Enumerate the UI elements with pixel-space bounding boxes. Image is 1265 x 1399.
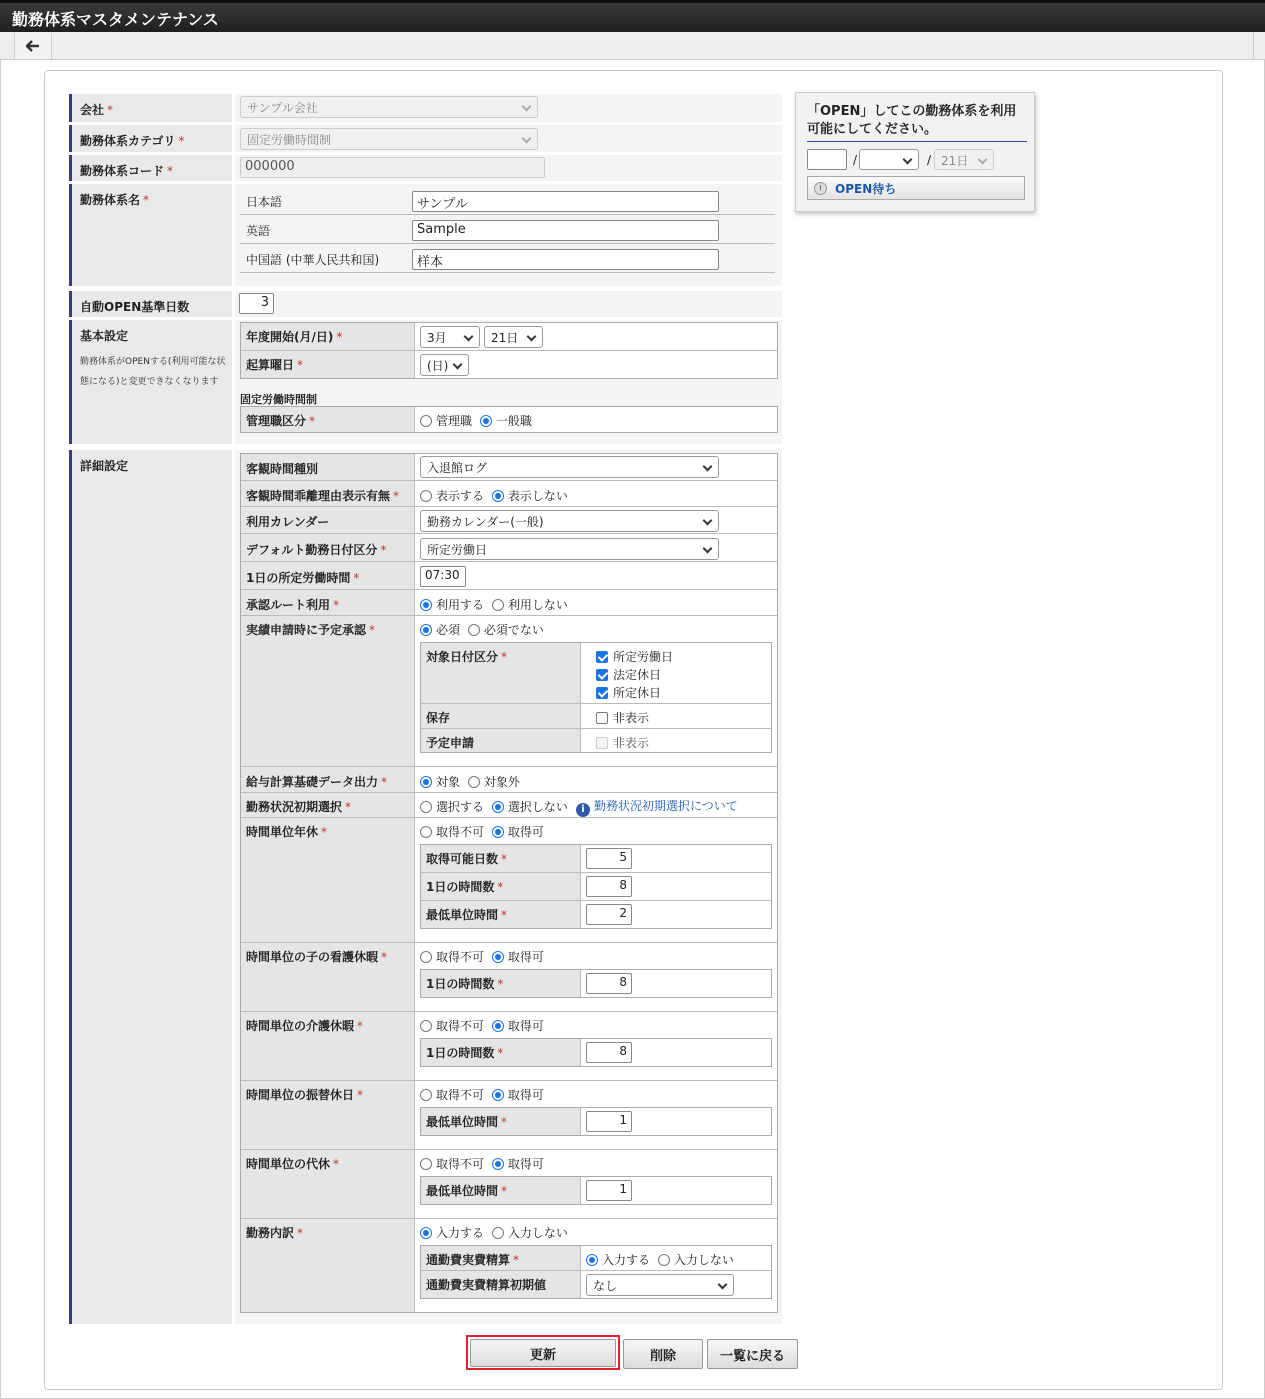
substitute-min-label: 最低単位時間 * [421,1108,581,1135]
nursing-hours-label: 1日の時間数 * [421,1039,581,1066]
calendar-select[interactable]: 勤務カレンダー(一般) [420,510,719,532]
deviation-show-label: 表示する [436,489,485,503]
min-unit-label: 最低単位時間 * [421,901,581,928]
name-zh-label: 中国語 (中華人民共和国) [246,253,380,267]
substitute-min-input[interactable]: 1 [586,1111,632,1132]
divider [240,243,775,244]
hourly-leave-radio-yes[interactable] [492,826,504,838]
manager-option2-label: 一般職 [495,414,532,428]
divider [240,214,775,215]
checkbox-icon [596,687,608,699]
category-label: 勤務体系カテゴリ * [69,125,232,152]
divider [415,350,777,351]
target-date-check-3[interactable]: 所定休日 [596,684,661,701]
status-init-radio-noselect[interactable] [492,801,504,813]
deviation-radio-group [420,487,572,504]
plan-approval-radio-required[interactable] [420,624,432,636]
breakdown-radio-group [420,1224,572,1241]
fiscal-month-select[interactable]: 3月 [420,326,480,348]
compensatory-radio-no[interactable] [420,1158,432,1170]
plan-approval-required-label: 必須 [436,623,461,637]
status-init-noselect-label: 選択しない [507,800,568,814]
nursing-radio-group [420,1017,548,1034]
category-select[interactable]: 固定労働時間制 [240,128,538,150]
daily-hours-input[interactable]: 07:30 [420,566,466,587]
deviation-radio-show[interactable] [420,490,432,502]
min-unit-input[interactable]: 2 [586,904,632,925]
payroll-radio-group [420,773,524,790]
deviation-label: 客観時間乖離理由表示有無 * [246,489,400,503]
hourly-leave-radio-group [420,823,548,840]
substitute-no-label: 取得不可 [436,1088,485,1102]
plan-approval-radio-group [420,621,548,638]
breakdown-input-label: 入力する [436,1226,485,1240]
route-radio-group [420,596,572,613]
hourly-leave-label: 時間単位年休 * [246,825,328,839]
manager-radio-group [420,412,536,429]
open-day-select[interactable]: 21日 [934,149,994,170]
substitute-label: 時間単位の振替休日 * [246,1088,364,1102]
back-button[interactable] [14,33,52,59]
hourly-leave-yes-label: 取得可 [507,825,544,839]
substitute-yes-label: 取得可 [507,1088,544,1102]
save-label: 保存 [421,704,581,729]
child-care-radio-yes[interactable] [492,951,504,963]
auto-open-input[interactable]: 3 [239,293,274,314]
commute-label: 通勤費実費精算 * [421,1246,581,1271]
route-radio-nouse[interactable] [492,599,504,611]
deviation-hide-label: 表示しない [507,489,568,503]
objective-type-label: 客観時間種別 [246,462,319,476]
divider [241,817,777,818]
child-care-radio-group [420,948,548,965]
code-label: 勤務体系コード * [69,155,232,181]
fiscal-start-label: 年度開始(月/日) * [241,323,415,351]
nursing-yes-label: 取得可 [507,1019,544,1033]
compensatory-radio-yes[interactable] [492,1158,504,1170]
child-care-hours-label: 1日の時間数 * [421,970,581,997]
divider [240,272,775,273]
code-input[interactable]: 000000 [240,157,545,178]
compensatory-min-label: 最低単位時間 * [421,1177,581,1204]
nursing-no-label: 取得不可 [436,1019,485,1033]
breakdown-radio-noinput[interactable] [492,1227,504,1239]
payroll-radio-target[interactable] [420,776,432,788]
toolbar [0,32,1265,60]
plan-approval-label: 実績申請時に予定承認 * [246,623,376,637]
date-separator: / [927,153,932,167]
checkbox-icon [596,712,608,724]
arrow-left-icon [26,40,40,52]
divider [581,703,771,704]
child-care-label: 時間単位の子の看護休暇 * [246,950,388,964]
commute-radio-input[interactable] [586,1254,598,1266]
plan-approval-radio-optional[interactable] [468,624,480,636]
substitute-radio-yes[interactable] [492,1089,504,1101]
checkbox-icon [596,669,608,681]
daily-hours-label: 1日の所定労働時間 * [246,571,360,585]
target-date-label: 対象日付区分 * [421,643,581,704]
calendar-label: 利用カレンダー [246,515,330,529]
section-title: 固定労働時間制 [240,393,317,406]
payroll-radio-nontarget[interactable] [468,776,480,788]
open-panel [795,92,1035,212]
child-care-radio-no[interactable] [420,951,432,963]
open-wait-button[interactable] [807,176,1025,200]
substitute-radio-no[interactable] [420,1089,432,1101]
company-select[interactable]: サンプル会社 [240,96,538,118]
basic-settings-label: 基本設定 勤務体系がOPENする(利用可能な状態になる)と変更できなくなります [69,320,232,444]
delete-button[interactable]: 削除 [623,1339,703,1369]
detail-settings-label: 詳細設定 [69,450,232,1324]
payroll-target-label: 対象 [436,775,461,789]
checkbox-icon [596,651,608,663]
divider [581,1270,771,1271]
compensatory-min-input[interactable]: 1 [586,1180,632,1201]
save-hide-check[interactable]: 非表示 [596,709,649,726]
divider [241,615,777,616]
status-init-label: 勤務状況初期選択 * [246,800,352,814]
name-zh-input[interactable]: 样本 [412,249,719,270]
plan-approval-optional-label: 必須でない [483,623,544,637]
name-ja-label: 日本語 [246,195,283,209]
compensatory-no-label: 取得不可 [436,1157,485,1171]
compensatory-yes-label: 取得可 [507,1157,544,1171]
divider [241,1080,777,1081]
nursing-hours-input[interactable]: 8 [586,1042,632,1063]
name-ja-input[interactable]: サンプル [412,191,719,212]
divider [241,792,777,793]
child-care-yes-label: 取得可 [507,950,544,964]
target-date-check-1[interactable]: 所定労働日 [596,648,673,665]
commute-radio-group [586,1251,738,1268]
manager-radio-option1[interactable] [420,415,432,427]
route-label: 承認ルート利用 * [246,598,340,612]
manager-option1-label: 管理職 [436,414,473,428]
start-weekday-select[interactable]: (日) [420,354,469,376]
name-label: 勤務体系名 * [69,184,232,286]
status-init-select-label: 選択する [436,800,485,814]
divider [241,766,777,767]
page-title: 勤務体系マスタメンテナンス [12,10,219,29]
divider [241,1218,777,1219]
route-use-label: 利用する [436,598,485,612]
checkbox-icon [596,737,608,749]
compensatory-label: 時間単位の代休 * [246,1157,340,1171]
open-month-select[interactable] [859,149,919,170]
power-icon [814,182,827,195]
divider [241,480,777,481]
hourly-leave-no-label: 取得不可 [436,825,485,839]
toolbar-divider [1253,32,1254,60]
deviation-radio-hide[interactable] [492,490,504,502]
open-wait-label: OPEN待ち [835,181,897,196]
divider [241,1149,777,1150]
nursing-radio-yes[interactable] [492,1020,504,1032]
company-label: 会社 * [69,94,232,122]
plan-request-hide-check[interactable]: 非表示 [596,734,649,751]
divider [241,942,777,943]
child-care-hours-input[interactable]: 8 [586,973,632,994]
status-init-radio-group [420,798,572,815]
route-radio-use[interactable] [420,599,432,611]
divider [241,561,777,562]
objective-type-select[interactable]: 入退館ログ [420,456,719,478]
hourly-leave-radio-no[interactable] [420,826,432,838]
default-date-select[interactable]: 所定労働日 [420,538,719,560]
info-icon: i [576,803,590,817]
available-days-label: 取得可能日数 * [421,845,581,873]
manager-radio-option2[interactable] [480,415,492,427]
name-en-input[interactable]: Sample [412,220,719,241]
commute-input-label: 入力する [602,1253,651,1267]
hours-per-day-label: 1日の時間数 * [421,873,581,901]
auto-open-label: 自動OPEN基準日数 [69,291,232,317]
breakdown-noinput-label: 入力しない [507,1226,568,1240]
commute-init-select[interactable]: なし [586,1274,734,1296]
substitute-radio-group [420,1086,548,1103]
divider [581,728,771,729]
back-to-list-button[interactable]: 一覧に戻る [707,1339,798,1369]
route-nouse-label: 利用しない [507,598,568,612]
breakdown-label: 勤務内訳 * [246,1226,304,1240]
default-date-label: デフォルト勤務日付区分 * [246,543,387,557]
divider [241,589,777,590]
title-bar [0,0,1265,32]
name-en-label: 英語 [246,224,271,238]
nursing-radio-no[interactable] [420,1020,432,1032]
status-init-radio-select[interactable] [420,801,432,813]
date-separator: / [853,153,858,167]
commute-init-label: 通勤費実費精算初期値 [421,1271,581,1298]
auto-open-cell [235,291,782,317]
compensatory-radio-group [420,1155,548,1172]
hours-per-day-input[interactable]: 8 [586,876,632,897]
child-care-no-label: 取得不可 [436,950,485,964]
nursing-label: 時間単位の介護休暇 * [246,1019,364,1033]
start-weekday-label: 起算曜日 * [241,351,415,378]
open-year-input[interactable] [807,149,847,170]
target-date-check-2[interactable]: 法定休日 [596,666,661,683]
divider [241,506,777,507]
divider [581,900,771,901]
commute-radio-noinput[interactable] [658,1254,670,1266]
fiscal-day-select[interactable]: 21日 [484,326,543,348]
basic-settings-note: 勤務体系がOPENする(利用可能な状態になる)と変更できなくなります [80,357,226,387]
update-button[interactable]: 更新 [470,1339,616,1367]
payroll-nontarget-label: 対象外 [483,775,520,789]
open-panel-message: 「OPEN」してこの勤務体系を利用可能にしてください。 [807,103,1027,142]
payroll-label: 給与計算基礎データ出力 * [246,775,388,789]
available-days-input[interactable]: 5 [586,848,632,869]
status-init-help-link[interactable]: i 勤務状況初期選択について [576,797,738,817]
divider [581,872,771,873]
plan-request-label: 予定申請 [421,729,581,752]
commute-noinput-label: 入力しない [673,1253,734,1267]
divider [241,533,777,534]
divider [241,1011,777,1012]
breakdown-radio-input[interactable] [420,1227,432,1239]
manager-label: 管理職区分 * [241,407,415,432]
